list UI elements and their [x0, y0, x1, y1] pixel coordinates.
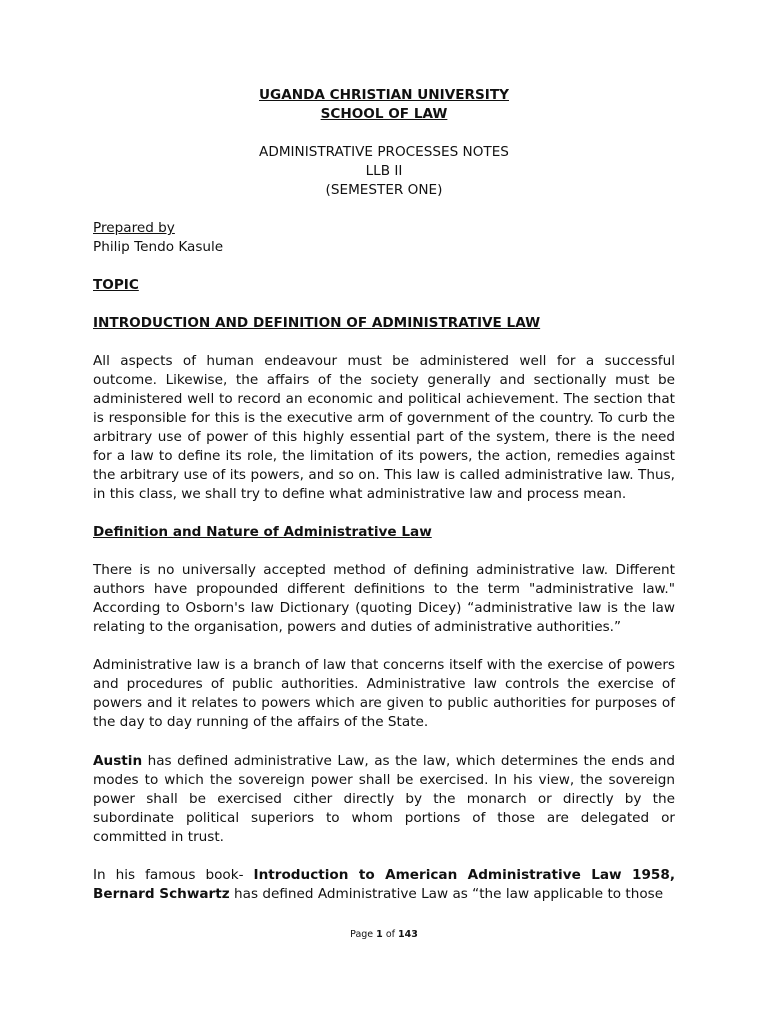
- topic-title: INTRODUCTION AND DEFINITION OF ADMINISTRATIVE LAW: [93, 315, 541, 331]
- topic-label: TOPIC: [93, 277, 139, 293]
- page-number: 1: [376, 929, 383, 940]
- total-pages: 143: [398, 929, 418, 940]
- schwartz-lead: In his famous book-: [93, 867, 254, 883]
- definition-paragraph: There is no universally accepted method of defining administrative law. Different authors have propounded different definitions to the term "administrative law." According to Osborn's law Dictionary (quoting Dicey) “administrative law is the law relating to the organisation, powers and duties of administrative authorities.”: [93, 562, 675, 635]
- school-title: SCHOOL OF LAW: [320, 106, 448, 122]
- notes-title: ADMINISTRATIVE PROCESSES NOTES: [259, 144, 509, 160]
- schwartz-text: has defined Administrative Law as “the law applicable to those: [229, 886, 664, 902]
- author-name: Philip Tendo Kasule: [93, 239, 224, 255]
- schwartz-paragraph: [93, 866, 675, 904]
- university-title: UGANDA CHRISTIAN UNIVERSITY: [259, 87, 509, 103]
- austin-paragraph: [93, 752, 675, 847]
- class-title: LLB II: [365, 163, 403, 179]
- austin-text: has defined administrative Law, as the law, which determines the ends and modes to which the sovereign power shall be exercised. In his view, the sovereign power shall be exercised cither directly by the monarch or directly by the subordinate political superiors to whom portions of those are delegated or committed in trust.: [93, 753, 675, 845]
- document-page: [93, 86, 675, 904]
- prepared-by-label: Prepared by: [93, 220, 175, 236]
- page-footer: [0, 929, 768, 941]
- austin-name: Austin: [93, 753, 143, 769]
- of-label: of: [382, 929, 398, 940]
- semester-title: (SEMESTER ONE): [325, 182, 443, 198]
- schwartz-book: Introduction to American Administrative Law 1958, Bernard Schwartz: [93, 867, 676, 902]
- page-label: Page: [350, 929, 377, 940]
- intro-paragraph: All aspects of human endeavour must be administered well for a successful outcome. Likewise, the affairs of the society generally and sectionally must be administered well to record an economic and political achievement. The section that is responsible for this is the executive arm of government of the country. To curb the arbitrary use of power of this highly essential part of the system, there is the need for a law to define its role, the limitation of its powers, the action, remedies against the arbitrary use of its powers, and so on. This law is called administrative law. Thus, in this class, we shall try to define what administrative law and process mean.: [93, 353, 675, 502]
- branch-paragraph: Administrative law is a branch of law that concerns itself with the exercise of powers and procedures of public authorities. Administrative law controls the exercise of powers and it relates to powers which are given to public authorities for purposes of the day to day running of the affairs of the State.: [93, 657, 675, 730]
- section-heading: Definition and Nature of Administrative Law: [93, 524, 432, 540]
